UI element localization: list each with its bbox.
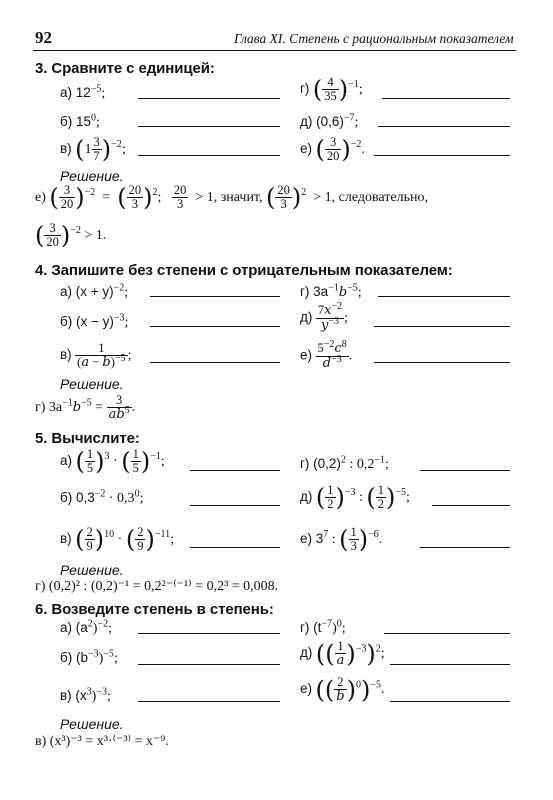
answer-blank[interactable]	[150, 362, 280, 363]
task-6-item-b: б) $(b^{-3})^{-5}$;	[60, 648, 118, 666]
task-4-title: 4. Запишите без степени с отрицательным показателем:	[35, 262, 453, 279]
answer-blank[interactable]	[374, 362, 510, 363]
task-5-solution: г) (0,2)² : (0,2)⁻¹ = 0,2²⁻⁽⁻¹⁾ = 0,2³ = 0,008.	[35, 579, 279, 594]
answer-blank[interactable]	[138, 701, 280, 702]
answer-blank[interactable]	[390, 701, 510, 702]
answer-blank[interactable]	[432, 505, 510, 506]
answer-blank[interactable]	[138, 126, 280, 127]
task-6-solution: в) (x³)⁻³ = x³·⁽⁻³⁾ = x⁻⁹.	[35, 734, 169, 749]
answer-blank[interactable]	[420, 547, 510, 548]
task-6-item-d: д) (( $\frac{1}{a}$ )$^{-3}$)$^2$;	[300, 639, 385, 669]
answer-blank[interactable]	[150, 296, 280, 297]
task-4-item-v: в) $\frac{1}{(a - b)^{-5}}$ ;	[60, 341, 132, 371]
answer-blank[interactable]	[378, 296, 510, 297]
task-3-solution-line-1: е) ( $\frac{3}{20}$ )$^{-2}$ = ( $\frac{20}{3}$ )$^2$; $\frac{20}{3}$ > 1, значит, ( $\frac{20}{3}$ )$^2$ > 1, следовательно,	[35, 183, 428, 212]
answer-blank[interactable]	[150, 326, 280, 327]
page-number: 92	[35, 28, 52, 47]
answer-blank[interactable]	[190, 470, 280, 471]
task-3-solution-heading: Решение.	[60, 168, 124, 184]
task-6-title: 6. Возведите степень в степень:	[35, 601, 274, 618]
answer-blank[interactable]	[138, 98, 280, 99]
answer-blank[interactable]	[384, 633, 510, 634]
answer-blank[interactable]	[378, 126, 510, 127]
task-3-item-e: е) ( $\frac{3}{20}$ )$^{-2}$.	[300, 135, 365, 164]
header-rule	[33, 50, 516, 51]
task-3-item-a: а) $12^{-5}$;	[60, 83, 106, 101]
task-4-solution: г) $3a^{-1}b^{-5}$ = $\frac{3}{ab^5}$ .	[35, 393, 136, 423]
task-3-item-v: в) (1 $\frac{3}{7}$ )$^{-2}$;	[60, 135, 126, 164]
task-6-item-e: е) (( $\frac{2}{b}$ )$^0$)$^{-5}$.	[300, 675, 385, 705]
answer-blank[interactable]	[420, 470, 510, 471]
answer-blank[interactable]	[138, 633, 280, 634]
task-5-solution-heading: Решение.	[60, 562, 124, 578]
chapter-title: Глава XI. Степень с рациональным показателем	[234, 31, 514, 46]
task-5-item-g: г) $(0,2)^2$ : $0,2^{-1}$;	[300, 454, 389, 472]
task-3-item-g: г) ( $\frac{4}{35}$ )$^{-1}$;	[300, 75, 363, 104]
task-4-solution-heading: Решение.	[60, 376, 124, 392]
task-3-item-b: б) $15^0$;	[60, 112, 100, 130]
answer-blank[interactable]	[390, 664, 510, 665]
task-4-item-g: г) $3a^{-1}b^{-5}$;	[300, 282, 362, 300]
task-5-item-a: а) ( $\frac{1}{5}$ )$^3$ · ( $\frac{1}{5}$ )$^{-1}$;	[60, 447, 165, 476]
task-5-title: 5. Вычислите:	[35, 430, 140, 447]
answer-blank[interactable]	[374, 326, 510, 327]
task-4-item-b: б) $(x - y)^{-3}$;	[60, 312, 129, 330]
task-4-item-a: а) $(x + y)^{-2}$;	[60, 282, 129, 300]
answer-blank[interactable]	[374, 155, 510, 156]
answer-blank[interactable]	[138, 155, 280, 156]
task-4-item-d: д) $\frac{7x^{-2}}{y^{-3}}$ ;	[300, 300, 348, 333]
answer-blank[interactable]	[190, 505, 280, 506]
task-6-item-v: в) $(x^3)^{-3}$;	[60, 686, 111, 704]
task-3-solution-line-2: ( $\frac{3}{20}$ )$^{-2}$ > 1.	[35, 221, 107, 250]
task-6-solution-heading: Решение.	[60, 716, 124, 732]
task-5-item-v: в) ( $\frac{2}{9}$ )$^{10}$ · ( $\frac{2}{9}$ )$^{-11}$;	[60, 525, 175, 554]
task-4-item-e: е) $\frac{5^{-2}c^8}{d^{-3}}$ .	[300, 338, 353, 371]
task-3-title: 3. Сравните с единицей:	[35, 60, 215, 77]
task-3-item-d: д) $(0,6)^{-7}$;	[300, 112, 359, 130]
answer-blank[interactable]	[190, 547, 280, 548]
task-5-item-e: е) $3^7$ : ( $\frac{1}{3}$ )$^{-6}$.	[300, 525, 383, 554]
task-5-item-d: д) ( $\frac{1}{2}$ )$^{-3}$ : ( $\frac{1}{2}$ )$^{-5}$;	[300, 483, 410, 512]
answer-blank[interactable]	[382, 98, 510, 99]
task-5-item-b: б) $0,3^{-2} \cdot 0,3^0$;	[60, 488, 144, 506]
task-6-item-g: г) $(t^{-7})^0$;	[300, 618, 346, 636]
task-6-item-a: а) $(a^2)^{-2}$;	[60, 618, 112, 636]
answer-blank[interactable]	[138, 664, 280, 665]
